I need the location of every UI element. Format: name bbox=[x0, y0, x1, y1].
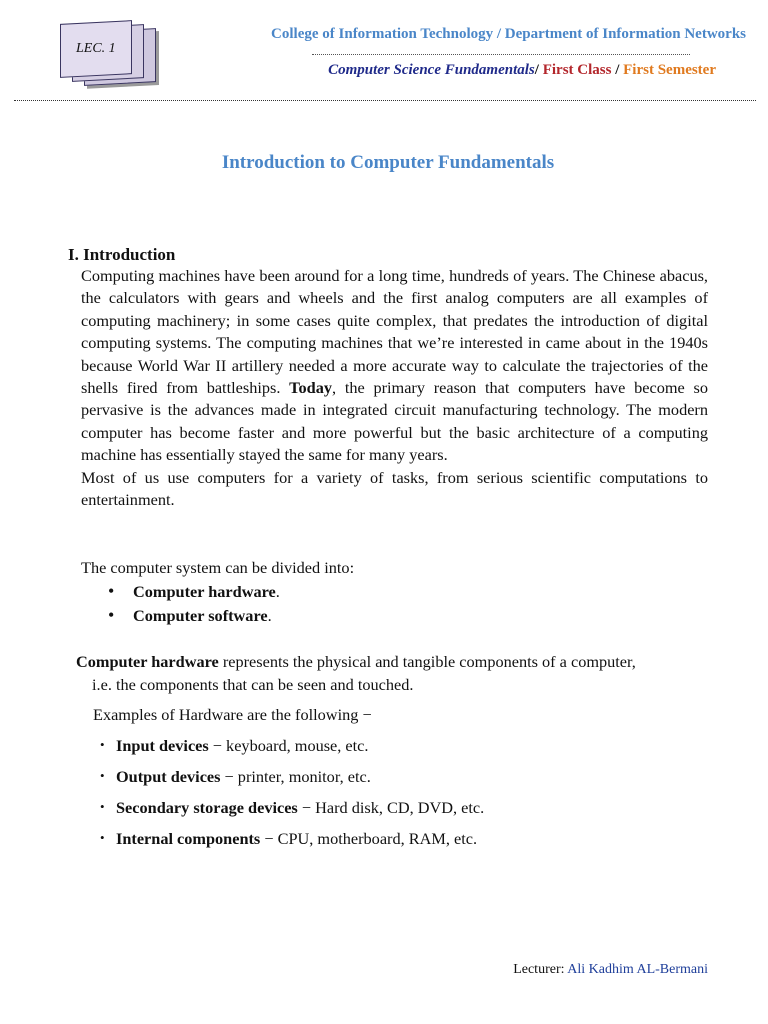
list-item bbox=[100, 767, 484, 798]
hardware-term: Computer hardware bbox=[76, 652, 219, 671]
lecturer-label: Lecturer: bbox=[513, 962, 568, 977]
hardware-def-line1: represents the physical and tangible components of a computer, bbox=[218, 652, 636, 671]
system-division-list bbox=[108, 582, 280, 630]
header-divider bbox=[14, 100, 756, 101]
lecture-badge bbox=[58, 22, 166, 90]
examples-intro: Examples of Hardware are the following − bbox=[93, 705, 372, 724]
list-item-term: Computer software bbox=[133, 606, 268, 625]
example-term: Input devices bbox=[116, 736, 209, 755]
example-desc: − printer, monitor, etc. bbox=[220, 767, 371, 786]
example-term: Secondary storage devices bbox=[116, 798, 298, 817]
college-department: College of Information Technology / Department of Information Networks bbox=[271, 26, 746, 42]
list-item bbox=[100, 798, 484, 829]
class-separator: / bbox=[611, 62, 624, 78]
hardware-examples-list bbox=[100, 736, 484, 860]
lecturer-footer bbox=[513, 962, 708, 978]
example-term: Output devices bbox=[116, 767, 221, 786]
semester-name: First Semester bbox=[623, 62, 716, 78]
badge-sheet-front bbox=[60, 20, 132, 78]
intro-body bbox=[81, 265, 708, 511]
list-item bbox=[100, 829, 484, 860]
list-item-term: Computer hardware bbox=[133, 582, 276, 601]
list-item bbox=[100, 736, 484, 767]
intro-bold-today: Today bbox=[289, 378, 332, 398]
list-item bbox=[108, 582, 280, 606]
intro-paragraph-1 bbox=[81, 265, 708, 467]
example-term: Internal components bbox=[116, 829, 261, 848]
lecturer-name: Ali Kadhim AL-Bermani bbox=[567, 962, 708, 977]
header-dotted-rule bbox=[312, 44, 690, 55]
list-item-rest: . bbox=[275, 582, 280, 601]
intro-text-a: Computing machines have been around for a long time, hundreds of years. The Chinese abacus, the calculators with gears and wheels and the first analog computers are all examples of computing machinery; in some cases quite complex, that predates the introduction of digital computing systems. The computing machines that we’re interested in came about in the 1940s because World War II artillery needed a more accurate way to calculate the trajectories of the shells fired from battleships. bbox=[81, 266, 708, 398]
list-item-rest: . bbox=[267, 606, 272, 625]
intro-paragraph-2: Most of us use computers for a variety of tasks, from serious scientific computations to entertainment. bbox=[81, 467, 708, 510]
example-desc: − Hard disk, CD, DVD, etc. bbox=[297, 798, 485, 817]
course-separator: / bbox=[534, 62, 543, 78]
course-name: Computer Science Fundamentals bbox=[328, 62, 535, 78]
hardware-definition bbox=[76, 650, 716, 696]
page-title: Introduction to Computer Fundamentals bbox=[221, 152, 555, 173]
class-name: First Class bbox=[542, 62, 612, 78]
hardware-def-line2: i.e. the components that can be seen and touched. bbox=[92, 675, 414, 694]
lecture-number: LEC. 1 bbox=[76, 41, 116, 56]
intro-text-b: , the primary reason that computers have become so pervasive is the advances made in integrated circuit manufacturing technology. The modern computer has become faster and more powerful but the basic architecture of a computing machine has essentially stayed the same for many years. bbox=[81, 378, 708, 465]
example-desc: − CPU, motherboard, RAM, etc. bbox=[260, 829, 478, 848]
list-item bbox=[108, 606, 280, 630]
divided-intro: The computer system can be divided into: bbox=[81, 558, 355, 577]
course-info bbox=[328, 62, 716, 79]
example-desc: − keyboard, mouse, etc. bbox=[208, 736, 369, 755]
section-heading: I. Introduction bbox=[68, 245, 176, 264]
